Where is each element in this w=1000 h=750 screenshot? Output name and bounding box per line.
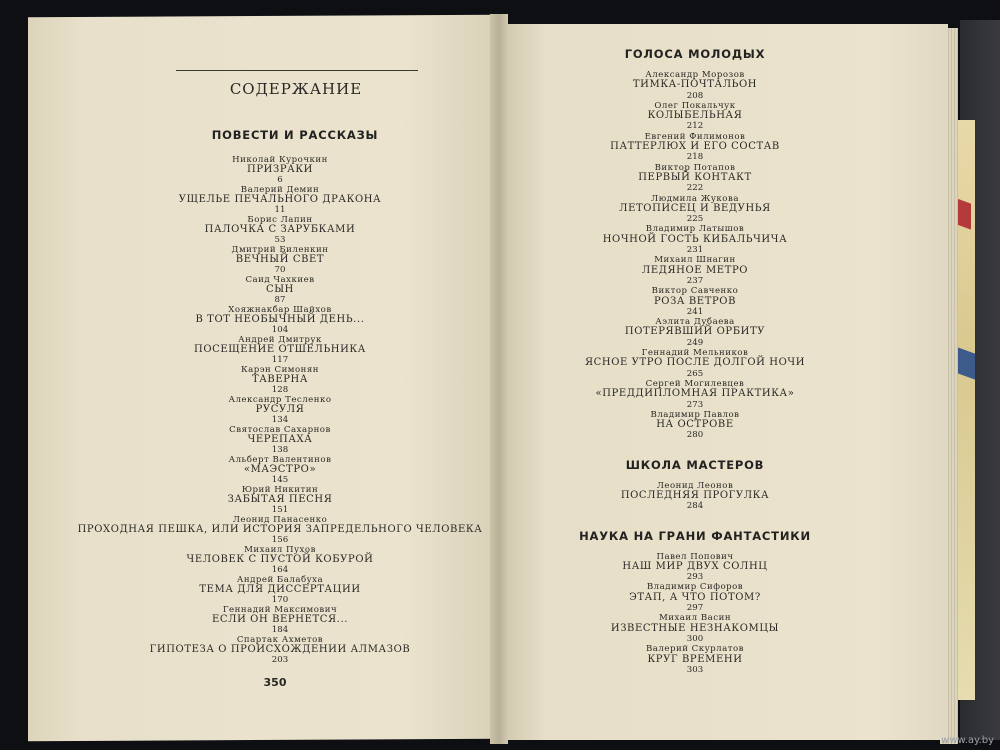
contents-entry [70,365,490,395]
entry-title: ЭТАП, А ЧТО ПОТОМ? [629,591,761,603]
entry-title: НАШ МИР ДВУХ СОЛНЦ [622,560,768,572]
entry-page-number: 218 [686,152,704,163]
entry-page-number: 231 [686,245,704,256]
entry-page-number: 151 [271,505,289,515]
contents-entry [560,348,830,379]
entry-author: Владимир Латышов [645,224,745,235]
right-contents-list [560,46,830,675]
entry-page-number: 222 [686,183,704,194]
entry-author: Александр Тесленко [228,395,332,405]
entry-title: ПОСЛЕДНЯЯ ПРОГУЛКА [620,489,770,501]
contents-entry [560,582,830,613]
entry-author: Павел Попович [656,551,734,562]
entry-page-number: 170 [271,595,289,605]
entry-page-number: 249 [686,337,704,348]
entry-title: ПОСЕЩЕНИЕ ОТШЕЛЬНИКА [194,344,366,355]
entry-title: ЕСЛИ ОН ВЕРНЕТСЯ... [211,614,349,625]
contents-entry [560,286,830,317]
entry-page-number: 6 [277,175,283,185]
entry-page-number: 138 [271,445,289,455]
entry-title: В ТОТ НЕОБЫЧНЫЙ ДЕНЬ... [195,314,365,325]
entry-author: Андрей Балабуха [236,575,324,585]
entry-title: ЧЕЛОВЕК С ПУСТОЙ КОБУРОЙ [186,554,374,565]
entry-title: ТИМКА-ПОЧТАЛЬОН [632,79,758,91]
entry-author: Валерий Скурлатов [645,644,745,655]
entry-author: Людмила Жукова [651,193,739,204]
entry-author: Николай Курочкин [232,155,328,165]
entry-title: НОЧНОЙ ГОСТЬ КИБАЛЬЧИЧА [602,233,788,245]
entry-title: СЫН [265,284,294,295]
page-folio: 350 [263,676,287,689]
entry-author: Хояжнакбар Шайхов [228,305,332,315]
entry-page-number: 145 [271,475,289,485]
entry-author: Михаил Пухов [244,545,316,555]
entry-title: ГИПОТЕЗА О ПРОИСХОЖДЕНИИ АЛМАЗОВ [149,644,411,655]
entry-author: Валерий Демин [240,185,320,195]
entry-author: Святослав Сахарнов [229,425,331,435]
entry-author: Андрей Дмитрук [238,335,322,345]
entry-title: ЗАБЫТАЯ ПЕСНЯ [227,494,333,505]
entry-title: ТЕМА ДЛЯ ДИССЕРТАЦИИ [199,584,361,595]
contents-entry [70,155,490,185]
contents-entry [70,635,490,665]
entry-page-number: 293 [686,572,704,583]
entry-page-number: 208 [686,90,704,101]
contents-entry [560,552,830,583]
entry-author: Геннадий Максимович [222,605,338,615]
entry-title: ЛЕТОПИСЕЦ И ВЕДУНЬЯ [619,202,771,214]
entry-page-number: 184 [271,625,289,635]
entry-title: УЩЕЛЬЕ ПЕЧАЛЬНОГО ДРАКОНА [178,194,382,205]
contents-entry [70,185,490,215]
entry-title: ИЗВЕСТНЫЕ НЕЗНАКОМЦЫ [610,622,780,634]
contents-entry [70,305,490,335]
contents-entry [70,395,490,425]
entry-title: КОЛЫБЕЛЬНАЯ [647,110,743,122]
contents-entry [560,224,830,255]
entry-page-number: 53 [274,235,286,245]
entry-title: «МАЭСТРО» [243,464,317,475]
entry-page-number: 70 [274,265,286,275]
contents-entry [70,275,490,305]
entry-author: Владимир Сифоров [646,582,744,593]
entry-title: «ПРЕДДИПЛОМНАЯ ПРАКТИКА» [595,388,795,400]
contents-entry [560,644,830,675]
watermark: www.ay.by [941,735,994,746]
entry-author: Борис Лапин [247,215,313,225]
entry-page-number: 303 [686,664,704,675]
entry-title: КРУГ ВРЕМЕНИ [647,653,743,665]
contents-entry [70,485,490,515]
contents-entry [560,613,830,644]
entry-page-number: 11 [274,205,286,215]
entry-author: Евгений Филимонов [644,131,746,142]
entry-author: Карэн Симонян [240,365,320,375]
contents-entry [70,215,490,245]
contents-entry [70,545,490,575]
contents-entry [560,255,830,286]
entry-title: ПАЛОЧКА С ЗАРУБКАМИ [204,224,356,235]
entry-author: Виктор Савченко [651,286,739,297]
entry-author: Александр Морозов [645,70,745,80]
entry-author: Владимир Павлов [650,409,740,420]
entry-page-number: 156 [271,535,289,545]
entry-page-number: 128 [271,385,289,395]
entry-title: ЛЕДЯНОЕ МЕТРО [641,264,749,276]
contents-entry [560,163,830,194]
entry-page-number: 117 [271,355,289,365]
contents-entry [560,70,830,101]
entry-page-number: 87 [274,295,286,305]
entry-title: НА ОСТРОВЕ [656,419,734,431]
contents-entry [560,379,830,410]
entry-author: Спартак Ахметов [236,635,324,645]
entry-page-number: 241 [686,306,704,317]
entry-title: ЧЕРЕПАХА [247,434,313,445]
contents-entry [70,245,490,275]
contents-heading: СОДЕРЖАНИЕ [229,80,363,98]
entry-page-number: 280 [686,430,704,441]
entry-page-number: 134 [271,415,289,425]
entry-author: Саид Чахкиев [245,275,315,285]
section-title: ПОВЕСТИ И РАССКАЗЫ [211,128,379,142]
entry-title: ПОТЕРЯВШИЙ ОРБИТУ [624,326,766,338]
contents-entry [560,194,830,225]
contents-entry [560,132,830,163]
entry-page-number: 104 [271,325,289,335]
entry-page-number: 297 [686,603,704,614]
entry-author: Виктор Потапов [654,162,736,173]
contents-entry [70,335,490,365]
entry-title: ТАВЕРНА [251,374,309,385]
entry-author: Юрий Никитин [241,485,319,495]
contents-entry [70,515,490,545]
entry-title: ПРОХОДНАЯ ПЕШКА, ИЛИ ИСТОРИЯ ЗАПРЕДЕЛЬНОГО ЧЕЛОВЕКА [77,524,483,535]
entry-page-number: 273 [686,399,704,410]
entry-page-number: 203 [271,655,289,665]
contents-entry [560,101,830,132]
section-title: ГОЛОСА МОЛОДЫХ [624,47,766,61]
entry-author: Сергей Могилевцев [645,378,745,389]
entry-page-number: 284 [686,501,704,512]
entry-page-number: 265 [686,368,704,379]
entry-author: Леонид Леонов [656,480,734,491]
contents-entry [560,481,830,512]
entry-page-number: 164 [271,565,289,575]
contents-entry [70,605,490,635]
entry-title: ПРИЗРАКИ [247,164,313,175]
contents-entry [70,425,490,455]
entry-title: ПЕРВЫЙ КОНТАКТ [638,171,752,183]
contents-entry [560,410,830,441]
entry-author: Альберт Валентинов [228,455,332,465]
contents-entry [70,455,490,485]
entry-author: Михаил Васин [658,613,732,624]
heading-rule [176,70,418,71]
entry-author: Леонид Панасенко [232,515,328,525]
entry-page-number: 300 [686,633,704,644]
contents-entry [70,575,490,605]
left-contents-list [70,155,490,665]
entry-page-number: 212 [686,121,704,132]
contents-entry [560,317,830,348]
entry-page-number: 225 [686,214,704,225]
entry-author: Аэлита Дубаева [655,317,735,328]
entry-title: РОЗА ВЕТРОВ [653,295,737,307]
book-spine [490,14,508,744]
entry-title: ПАТТЕРЛЮХ И ЕГО СОСТАВ [610,141,780,153]
cover-mark [955,346,975,379]
entry-title: ЯСНОЕ УТРО ПОСЛЕ ДОЛГОЙ НОЧИ [584,357,806,369]
section-title: НАУКА НА ГРАНИ ФАНТАСТИКИ [579,528,811,543]
entry-author: Михаил Шнагин [654,255,736,266]
entry-author: Дмитрий Биленкин [231,245,329,255]
entry-page-number: 237 [686,275,704,286]
entry-author: Олег Покальчук [654,100,736,111]
entry-title: РУСУЛЯ [255,404,305,415]
section-title: ШКОЛА МАСТЕРОВ [625,457,765,472]
entry-title: ВЕЧНЫЙ СВЕТ [235,254,325,265]
entry-author: Геннадий Мельников [641,348,749,359]
